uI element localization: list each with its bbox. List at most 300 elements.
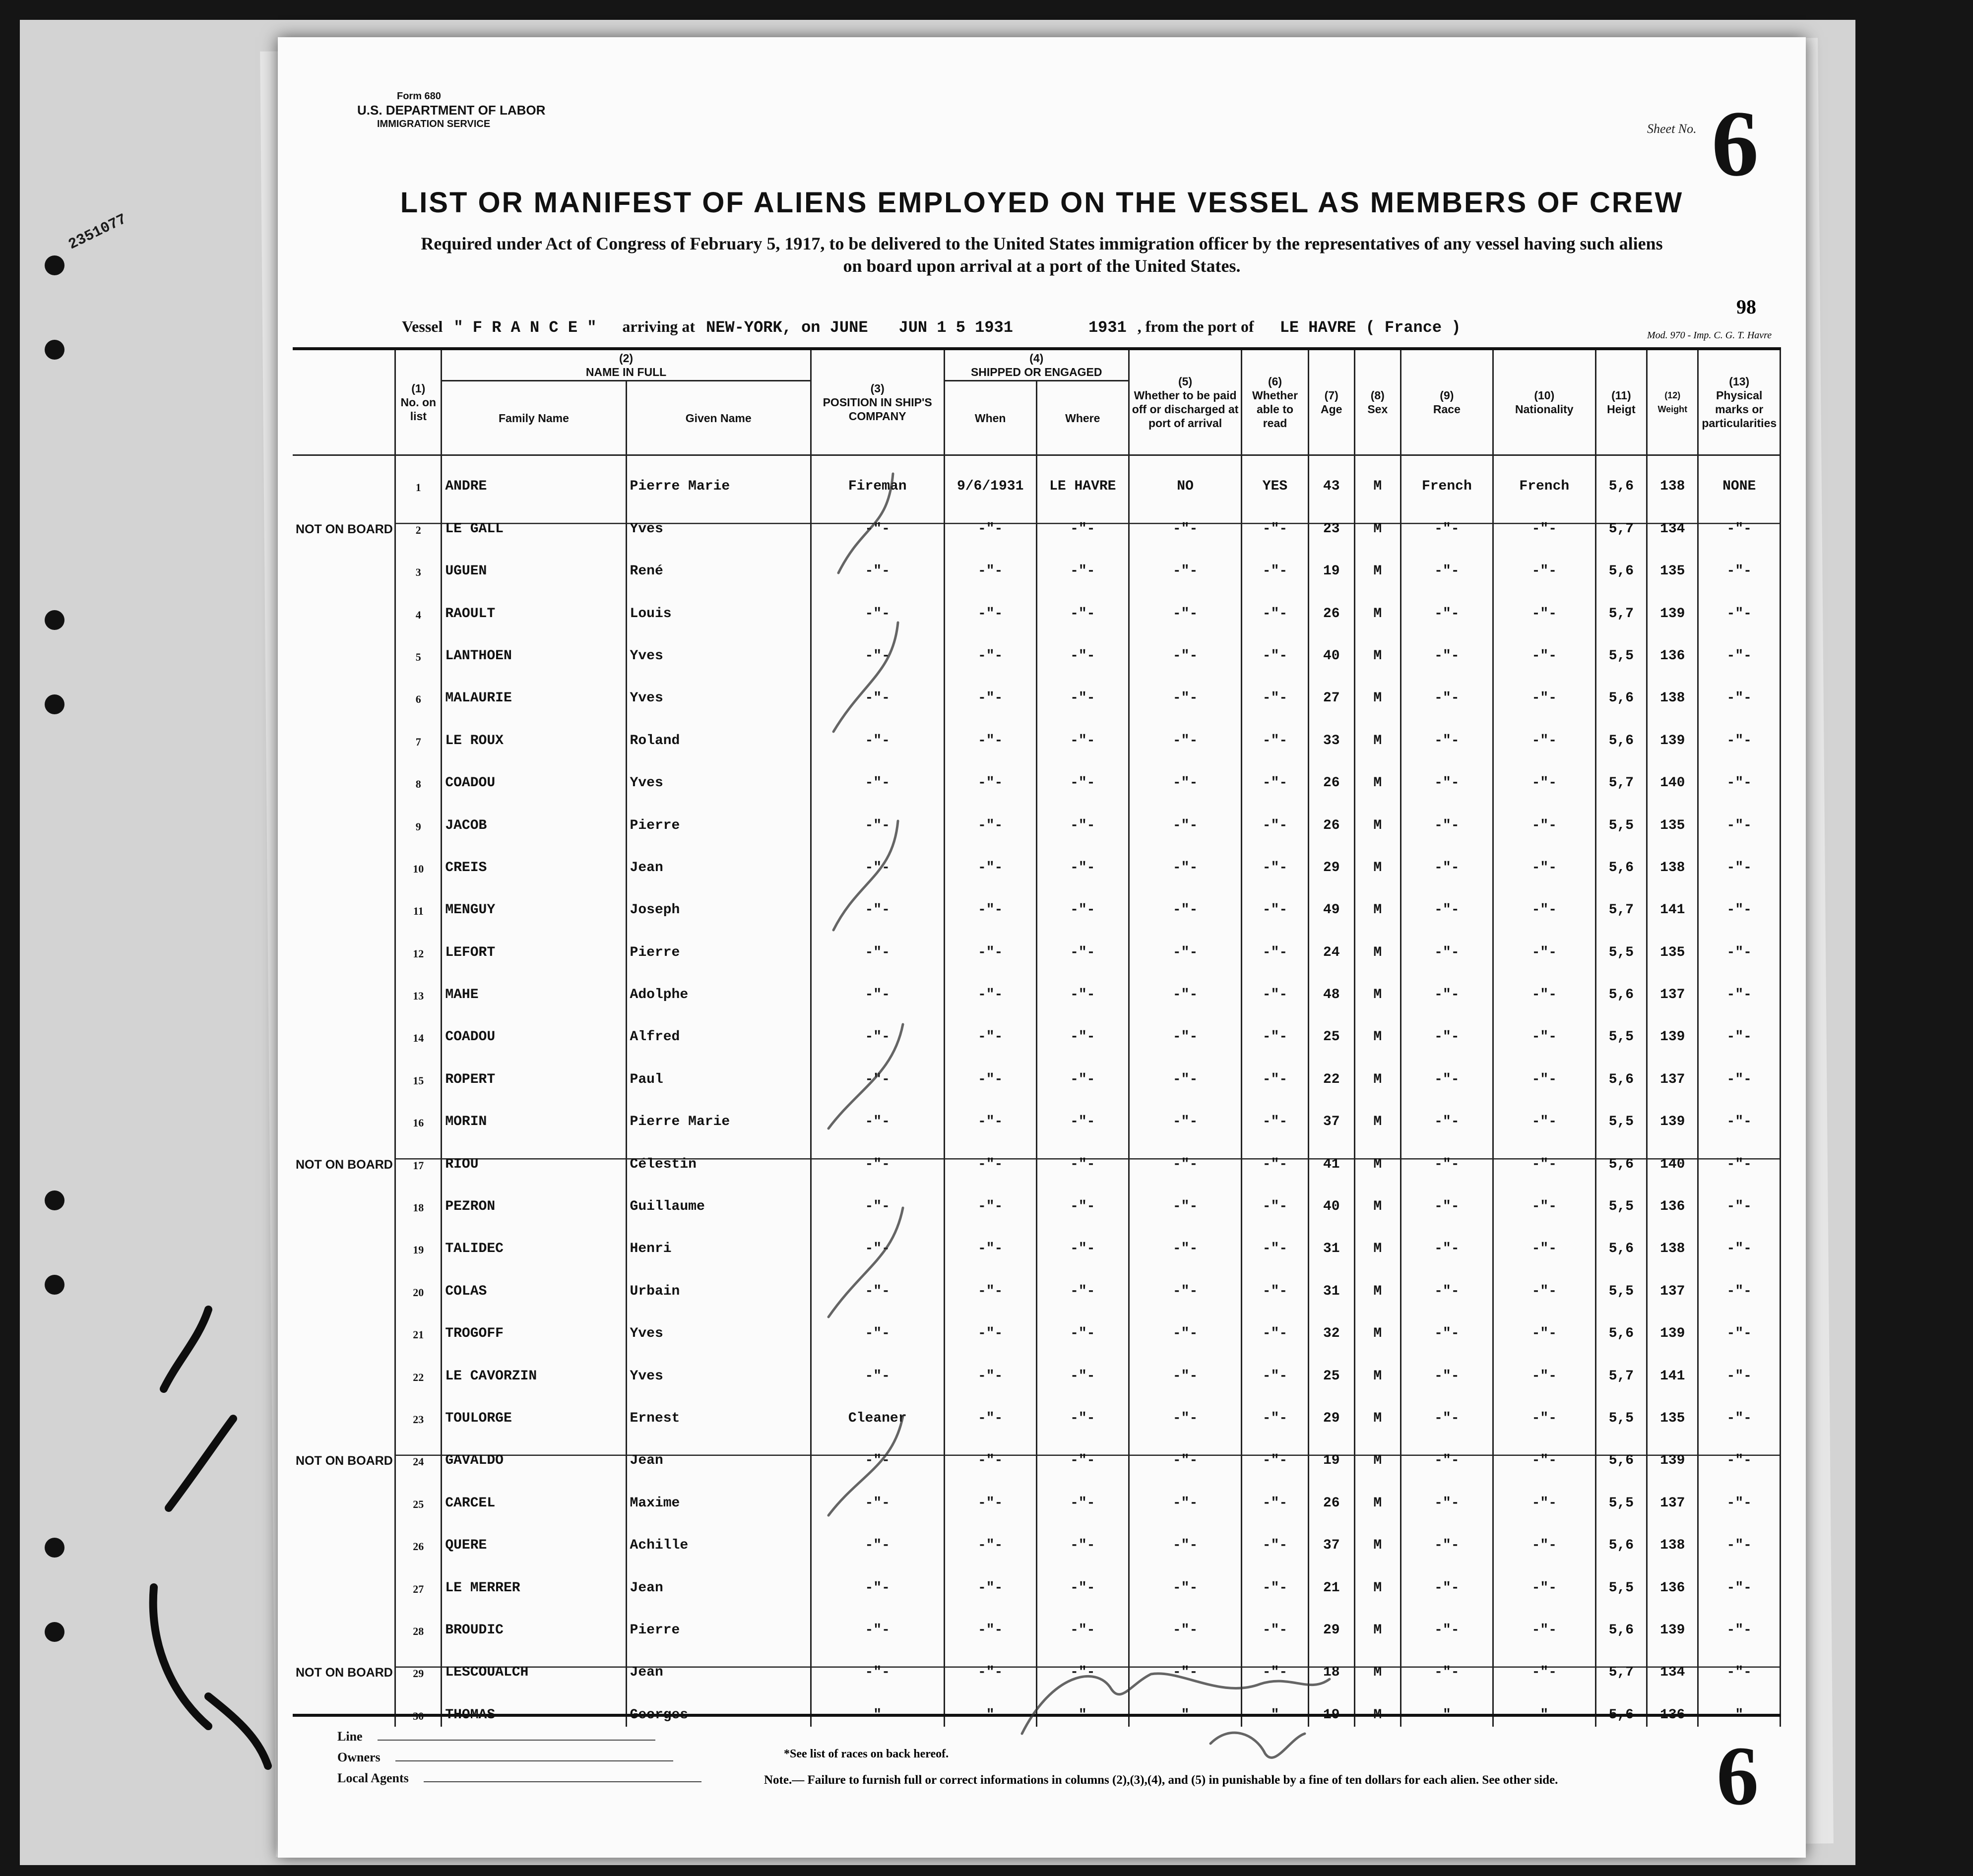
position-cell: Cleaner	[811, 1388, 944, 1430]
position-cell: -"-	[811, 1684, 944, 1726]
physical-marks-cell: -"-	[1698, 1600, 1781, 1642]
weight-cell: 139	[1647, 1006, 1698, 1049]
race-cell: French	[1400, 455, 1493, 499]
age-cell: 26	[1308, 752, 1354, 795]
from-label: , from the port of	[1137, 317, 1254, 335]
row-number-cell: 13	[395, 964, 442, 1006]
height-cell: 5,6	[1595, 1430, 1647, 1472]
shipped-where-cell: -"-	[1036, 1684, 1129, 1726]
shipped-when-cell: -"-	[944, 795, 1036, 837]
paid-off-cell: -"-	[1129, 1388, 1241, 1430]
nationality-cell: French	[1493, 455, 1595, 499]
row-number-cell: 7	[395, 710, 442, 752]
age-cell: 26	[1308, 795, 1354, 837]
row-number-cell: 24	[395, 1430, 442, 1472]
paid-off-cell: -"-	[1129, 1345, 1241, 1387]
paid-off-cell: -"-	[1129, 752, 1241, 795]
sex-cell: M	[1354, 1557, 1400, 1599]
race-cell: -"-	[1400, 795, 1493, 837]
family-name-cell: QUERE	[442, 1515, 626, 1557]
weight-cell: 135	[1647, 1388, 1698, 1430]
height-cell: 5,6	[1595, 1515, 1647, 1557]
family-name-cell: COADOU	[442, 752, 626, 795]
penalty-note: Note.— Failure to furnish full or correct informations in columns (2),(3),(4), and (5) in punishable by a fine of ten dollars for each alien. See other side.	[764, 1773, 1558, 1787]
weight-cell: 141	[1647, 1345, 1698, 1387]
family-name-cell: MALAURIE	[442, 668, 626, 710]
height-cell: 5,6	[1595, 668, 1647, 710]
physical-marks-cell: -"-	[1698, 541, 1781, 583]
paid-off-cell: -"-	[1129, 1515, 1241, 1557]
shipped-where-cell: -"-	[1036, 1430, 1129, 1472]
race-cell: -"-	[1400, 752, 1493, 795]
physical-marks-cell: -"-	[1698, 1388, 1781, 1430]
weight-cell: 139	[1647, 1430, 1698, 1472]
position-cell: -"-	[811, 879, 944, 922]
height-cell: 5,5	[1595, 1176, 1647, 1218]
height-cell: 5,5	[1595, 1006, 1647, 1049]
row-note-cell: NOT ON BOARD	[293, 1430, 395, 1472]
row-number-cell: 21	[395, 1303, 442, 1345]
paid-off-cell: -"-	[1129, 1218, 1241, 1260]
shipped-where-cell: -"-	[1036, 1303, 1129, 1345]
shipped-where-cell: -"-	[1036, 1557, 1129, 1599]
paid-off-cell: -"-	[1129, 541, 1241, 583]
weight-cell: 135	[1647, 922, 1698, 964]
paid-off-cell: -"-	[1129, 1303, 1241, 1345]
height-cell: 5,6	[1595, 1303, 1647, 1345]
position-cell: -"-	[811, 625, 944, 668]
physical-marks-cell: -"-	[1698, 1260, 1781, 1303]
col-name-header: (2) NAME IN FULL	[442, 349, 811, 381]
given-name-cell: Louis	[626, 583, 811, 625]
shipped-where-cell: -"-	[1036, 1642, 1129, 1684]
family-name-cell: GAVALDO	[442, 1430, 626, 1472]
position-cell: -"-	[811, 1218, 944, 1260]
row-number-cell: 15	[395, 1049, 442, 1091]
given-name-cell: Henri	[626, 1218, 811, 1260]
sex-cell: M	[1354, 498, 1400, 540]
age-cell: 27	[1308, 668, 1354, 710]
sex-cell: M	[1354, 964, 1400, 1006]
paid-off-cell: -"-	[1129, 837, 1241, 879]
row-number-cell: 17	[395, 1133, 442, 1176]
shipped-when-cell: -"-	[944, 1345, 1036, 1387]
weight-cell: 139	[1647, 583, 1698, 625]
race-cell: -"-	[1400, 1176, 1493, 1218]
paid-off-cell: -"-	[1129, 1600, 1241, 1642]
given-name-cell: Joseph	[626, 879, 811, 922]
race-cell: -"-	[1400, 1345, 1493, 1387]
able-to-read-cell: -"-	[1242, 1642, 1308, 1684]
physical-marks-cell: -"-	[1698, 1684, 1781, 1726]
family-name-cell: LE GALL	[442, 498, 626, 540]
shipped-when-cell: -"-	[944, 1218, 1036, 1260]
physical-marks-cell: -"-	[1698, 583, 1781, 625]
shipped-where-cell: -"-	[1036, 710, 1129, 752]
age-cell: 18	[1308, 1642, 1354, 1684]
weight-cell: 140	[1647, 752, 1698, 795]
col-no-header: (1) No. on list	[395, 349, 442, 455]
weight-cell: 136	[1647, 1684, 1698, 1726]
shipped-when-cell: -"-	[944, 1303, 1036, 1345]
paid-off-cell: -"-	[1129, 710, 1241, 752]
family-name-cell: TALIDEC	[442, 1218, 626, 1260]
shipped-where-cell: -"-	[1036, 1176, 1129, 1218]
nationality-cell: -"-	[1493, 541, 1595, 583]
arriving-label: arriving at	[622, 317, 696, 335]
race-cell: -"-	[1400, 1388, 1493, 1430]
shipped-where-cell: -"-	[1036, 922, 1129, 964]
position-cell: Fireman	[811, 455, 944, 499]
weight-cell: 139	[1647, 1600, 1698, 1642]
physical-marks-cell: -"-	[1698, 1049, 1781, 1091]
paid-off-cell: -"-	[1129, 1049, 1241, 1091]
family-name-cell: LEFORT	[442, 922, 626, 964]
age-cell: 29	[1308, 1388, 1354, 1430]
shipped-when-cell: -"-	[944, 668, 1036, 710]
given-name-cell: Paul	[626, 1049, 811, 1091]
sex-cell: M	[1354, 455, 1400, 499]
age-cell: 25	[1308, 1006, 1354, 1049]
given-name-cell: Yves	[626, 752, 811, 795]
weight-cell: 136	[1647, 1557, 1698, 1599]
height-cell: 5,5	[1595, 1388, 1647, 1430]
col-position-header: (3) POSITION IN SHIP'S COMPANY	[811, 349, 944, 455]
able-to-read-cell: -"-	[1242, 879, 1308, 922]
able-to-read-cell: -"-	[1242, 1133, 1308, 1176]
height-cell: 5,6	[1595, 964, 1647, 1006]
given-name-cell: Roland	[626, 710, 811, 752]
subtitle-line-1: Required under Act of Congress of February 5, 1917, to be delivered to the United States immigration officer by the representatives of any vessel having such aliens	[421, 234, 1663, 253]
nationality-cell: -"-	[1493, 964, 1595, 1006]
given-name-cell: Urbain	[626, 1260, 811, 1303]
age-cell: 41	[1308, 1133, 1354, 1176]
physical-marks-cell: -"-	[1698, 752, 1781, 795]
race-cell: -"-	[1400, 1049, 1493, 1091]
race-cell: -"-	[1400, 1472, 1493, 1514]
position-cell: -"-	[811, 964, 944, 1006]
height-cell: 5,6	[1595, 837, 1647, 879]
able-to-read-cell: -"-	[1242, 837, 1308, 879]
shipped-where-cell: -"-	[1036, 1600, 1129, 1642]
position-cell: -"-	[811, 1176, 944, 1218]
age-cell: 23	[1308, 498, 1354, 540]
able-to-read-cell: -"-	[1242, 1006, 1308, 1049]
shipped-where-cell: -"-	[1036, 1345, 1129, 1387]
family-name-cell: THOMAS	[442, 1684, 626, 1726]
physical-marks-cell: -"-	[1698, 1176, 1781, 1218]
sex-cell: M	[1354, 625, 1400, 668]
given-name-cell: Jean	[626, 1557, 811, 1599]
position-cell: -"-	[811, 1600, 944, 1642]
height-cell: 5,6	[1595, 1049, 1647, 1091]
able-to-read-cell: -"-	[1242, 583, 1308, 625]
col-weight-header: (12) Weight	[1647, 349, 1698, 455]
able-to-read-cell: -"-	[1242, 752, 1308, 795]
given-name-cell: René	[626, 541, 811, 583]
position-cell: -"-	[811, 1642, 944, 1684]
arrival-year: 1931	[1088, 318, 1127, 337]
shipped-when-cell: -"-	[944, 964, 1036, 1006]
height-cell: 5,5	[1595, 625, 1647, 668]
able-to-read-cell: -"-	[1242, 1430, 1308, 1472]
physical-marks-cell: -"-	[1698, 837, 1781, 879]
able-to-read-cell: -"-	[1242, 1472, 1308, 1514]
paid-off-cell: -"-	[1129, 1557, 1241, 1599]
sex-cell: M	[1354, 1472, 1400, 1514]
shipped-where-cell: -"-	[1036, 1006, 1129, 1049]
given-name-cell: Ernest	[626, 1388, 811, 1430]
physical-marks-cell: -"-	[1698, 1557, 1781, 1599]
arrival-date-stamp: JUN 1 5 1931	[898, 318, 1013, 337]
able-to-read-cell: -"-	[1242, 1218, 1308, 1260]
nationality-cell: -"-	[1493, 1176, 1595, 1218]
age-cell: 40	[1308, 1176, 1354, 1218]
paid-off-cell: -"-	[1129, 1472, 1241, 1514]
age-cell: 19	[1308, 1684, 1354, 1726]
col-height-header: (11) Heigt	[1595, 349, 1647, 455]
shipped-when-cell: -"-	[944, 752, 1036, 795]
weight-cell: 138	[1647, 455, 1698, 499]
position-cell: -"-	[811, 795, 944, 837]
height-cell: 5,5	[1595, 1091, 1647, 1133]
shipped-where-cell: -"-	[1036, 668, 1129, 710]
sex-cell: M	[1354, 752, 1400, 795]
nationality-cell: -"-	[1493, 1684, 1595, 1726]
nationality-cell: -"-	[1493, 710, 1595, 752]
position-cell: -"-	[811, 1430, 944, 1472]
sex-cell: M	[1354, 710, 1400, 752]
race-cell: -"-	[1400, 879, 1493, 922]
row-number-cell: 1	[395, 455, 442, 499]
age-cell: 31	[1308, 1260, 1354, 1303]
race-cell: -"-	[1400, 1515, 1493, 1557]
paid-off-cell: -"-	[1129, 1430, 1241, 1472]
row-number-cell: 2	[395, 498, 442, 540]
height-cell: 5,6	[1595, 541, 1647, 583]
sex-cell: M	[1354, 837, 1400, 879]
weight-cell: 135	[1647, 795, 1698, 837]
nationality-cell: -"-	[1493, 1642, 1595, 1684]
nationality-cell: -"-	[1493, 795, 1595, 837]
age-cell: 26	[1308, 583, 1354, 625]
able-to-read-cell: -"-	[1242, 1091, 1308, 1133]
height-cell: 5,7	[1595, 1345, 1647, 1387]
family-name-cell: LANTHOEN	[442, 625, 626, 668]
able-to-read-cell: -"-	[1242, 1303, 1308, 1345]
given-name-cell: Célestin	[626, 1133, 811, 1176]
paid-off-cell: -"-	[1129, 583, 1241, 625]
physical-marks-cell: -"-	[1698, 1642, 1781, 1684]
paid-off-cell: -"-	[1129, 668, 1241, 710]
paid-off-cell: -"-	[1129, 498, 1241, 540]
race-cell: -"-	[1400, 1557, 1493, 1599]
nationality-cell: -"-	[1493, 922, 1595, 964]
race-cell: -"-	[1400, 964, 1493, 1006]
shipped-where-cell: -"-	[1036, 837, 1129, 879]
row-note-cell: NOT ON BOARD	[293, 1642, 395, 1684]
weight-cell: 137	[1647, 964, 1698, 1006]
race-cell: -"-	[1400, 922, 1493, 964]
family-name-cell: PEZRON	[442, 1176, 626, 1218]
shipped-when-cell: -"-	[944, 879, 1036, 922]
weight-cell: 136	[1647, 625, 1698, 668]
shipped-where-cell: -"-	[1036, 1260, 1129, 1303]
position-cell: -"-	[811, 710, 944, 752]
family-name-cell: COLAS	[442, 1260, 626, 1303]
shipped-when-cell: -"-	[944, 710, 1036, 752]
paid-off-cell: -"-	[1129, 1091, 1241, 1133]
when-header: When	[944, 381, 1036, 455]
able-to-read-cell: -"-	[1242, 1388, 1308, 1430]
age-cell: 40	[1308, 625, 1354, 668]
shipped-where-cell: -"-	[1036, 795, 1129, 837]
position-cell: -"-	[811, 1260, 944, 1303]
bill-stamp: 2351077	[65, 211, 129, 254]
shipped-where-cell: -"-	[1036, 498, 1129, 540]
row-number-cell: 14	[395, 1006, 442, 1049]
height-cell: 5,5	[1595, 1472, 1647, 1514]
nationality-cell: -"-	[1493, 1006, 1595, 1049]
sex-cell: M	[1354, 1133, 1400, 1176]
able-to-read-cell: -"-	[1242, 625, 1308, 668]
able-to-read-cell: -"-	[1242, 1345, 1308, 1387]
col-sex-header: (8) Sex	[1354, 349, 1400, 455]
age-cell: 31	[1308, 1218, 1354, 1260]
race-cell: -"-	[1400, 625, 1493, 668]
sheet-label: Sheet No.	[1647, 122, 1697, 136]
shipped-where-cell: -"-	[1036, 1049, 1129, 1091]
race-cell: -"-	[1400, 668, 1493, 710]
nationality-cell: -"-	[1493, 1472, 1595, 1514]
able-to-read-cell: -"-	[1242, 498, 1308, 540]
physical-marks-cell: -"-	[1698, 1218, 1781, 1260]
physical-marks-cell: -"-	[1698, 1006, 1781, 1049]
able-to-read-cell: -"-	[1242, 1049, 1308, 1091]
sex-cell: M	[1354, 1091, 1400, 1133]
row-number-cell: 16	[395, 1091, 442, 1133]
nationality-cell: -"-	[1493, 1600, 1595, 1642]
row-number-cell: 9	[395, 795, 442, 837]
sex-cell: M	[1354, 1600, 1400, 1642]
weight-cell: 136	[1647, 1176, 1698, 1218]
row-note-cell: NOT ON BOARD	[293, 1133, 395, 1176]
shipped-when-cell: -"-	[944, 1515, 1036, 1557]
paid-off-cell: -"-	[1129, 879, 1241, 922]
physical-marks-cell: -"-	[1698, 1303, 1781, 1345]
shipped-when-cell: -"-	[944, 583, 1036, 625]
height-cell: 5,6	[1595, 1218, 1647, 1260]
paid-off-cell: -"-	[1129, 1133, 1241, 1176]
physical-marks-cell: -"-	[1698, 625, 1781, 668]
row-number-cell: 28	[395, 1600, 442, 1642]
race-cell: -"-	[1400, 1006, 1493, 1049]
family-name-cell: LE CAVORZIN	[442, 1345, 626, 1387]
family-name-cell: LE MERRER	[442, 1557, 626, 1599]
weight-cell: 139	[1647, 1303, 1698, 1345]
physical-marks-cell: -"-	[1698, 922, 1781, 964]
nationality-cell: -"-	[1493, 498, 1595, 540]
position-cell: -"-	[811, 752, 944, 795]
family-name-cell: ANDRE	[442, 455, 626, 499]
shipped-when-cell: -"-	[944, 1049, 1036, 1091]
shipped-when-cell: -"-	[944, 1472, 1036, 1514]
height-cell: 5,7	[1595, 752, 1647, 795]
position-cell: -"-	[811, 1049, 944, 1091]
weight-cell: 137	[1647, 1049, 1698, 1091]
able-to-read-cell: -"-	[1242, 1260, 1308, 1303]
age-cell: 37	[1308, 1515, 1354, 1557]
given-name-cell: Pierre	[626, 795, 811, 837]
line-label: Line	[337, 1729, 363, 1744]
nationality-cell: -"-	[1493, 1303, 1595, 1345]
given-name-header: Given Name	[626, 381, 811, 455]
row-number-cell: 6	[395, 668, 442, 710]
shipped-where-cell: -"-	[1036, 964, 1129, 1006]
sex-cell: M	[1354, 1515, 1400, 1557]
able-to-read-cell: -"-	[1242, 922, 1308, 964]
position-cell: -"-	[811, 1345, 944, 1387]
position-cell: -"-	[811, 1303, 944, 1345]
weight-cell: 134	[1647, 1642, 1698, 1684]
row-number-cell: 19	[395, 1218, 442, 1260]
race-cell: -"-	[1400, 1684, 1493, 1726]
given-name-cell: Georges	[626, 1684, 811, 1726]
shipped-where-cell: -"-	[1036, 625, 1129, 668]
able-to-read-cell: -"-	[1242, 1557, 1308, 1599]
weight-cell: 139	[1647, 1091, 1698, 1133]
shipped-where-cell: -"-	[1036, 752, 1129, 795]
shipped-when-cell: 9/6/1931	[944, 455, 1036, 499]
shipped-where-cell: -"-	[1036, 583, 1129, 625]
height-cell: 5,7	[1595, 1642, 1647, 1684]
race-cell: -"-	[1400, 1642, 1493, 1684]
position-cell: -"-	[811, 1472, 944, 1514]
nationality-cell: -"-	[1493, 1557, 1595, 1599]
given-name-cell: Guillaume	[626, 1176, 811, 1218]
given-name-cell: Pierre	[626, 1600, 811, 1642]
physical-marks-cell: -"-	[1698, 1345, 1781, 1387]
shipped-where-cell: -"-	[1036, 541, 1129, 583]
position-cell: -"-	[811, 498, 944, 540]
able-to-read-cell: -"-	[1242, 1600, 1308, 1642]
position-cell: -"-	[811, 583, 944, 625]
nationality-cell: -"-	[1493, 1218, 1595, 1260]
col-marks-header: (13) Physical marks or particularities	[1698, 349, 1781, 455]
height-cell: 5,6	[1595, 1600, 1647, 1642]
race-cell: -"-	[1400, 1303, 1493, 1345]
paid-off-cell: -"-	[1129, 964, 1241, 1006]
able-to-read-cell: -"-	[1242, 710, 1308, 752]
shipped-when-cell: -"-	[944, 1260, 1036, 1303]
family-name-cell: CARCEL	[442, 1472, 626, 1514]
shipped-where-cell: -"-	[1036, 1515, 1129, 1557]
physical-marks-cell: -"-	[1698, 879, 1781, 922]
nationality-cell: -"-	[1493, 1133, 1595, 1176]
given-name-cell: Adolphe	[626, 964, 811, 1006]
given-name-cell: Jean	[626, 1430, 811, 1472]
nationality-cell: -"-	[1493, 752, 1595, 795]
age-cell: 32	[1308, 1303, 1354, 1345]
able-to-read-cell: -"-	[1242, 1176, 1308, 1218]
position-cell: -"-	[811, 1515, 944, 1557]
position-cell: -"-	[811, 1557, 944, 1599]
shipped-when-cell: -"-	[944, 1430, 1036, 1472]
footer-sheet-number: 6	[1717, 1729, 1759, 1822]
shipped-when-cell: -"-	[944, 1388, 1036, 1430]
height-cell: 5,6	[1595, 455, 1647, 499]
shipped-where-cell: -"-	[1036, 1218, 1129, 1260]
